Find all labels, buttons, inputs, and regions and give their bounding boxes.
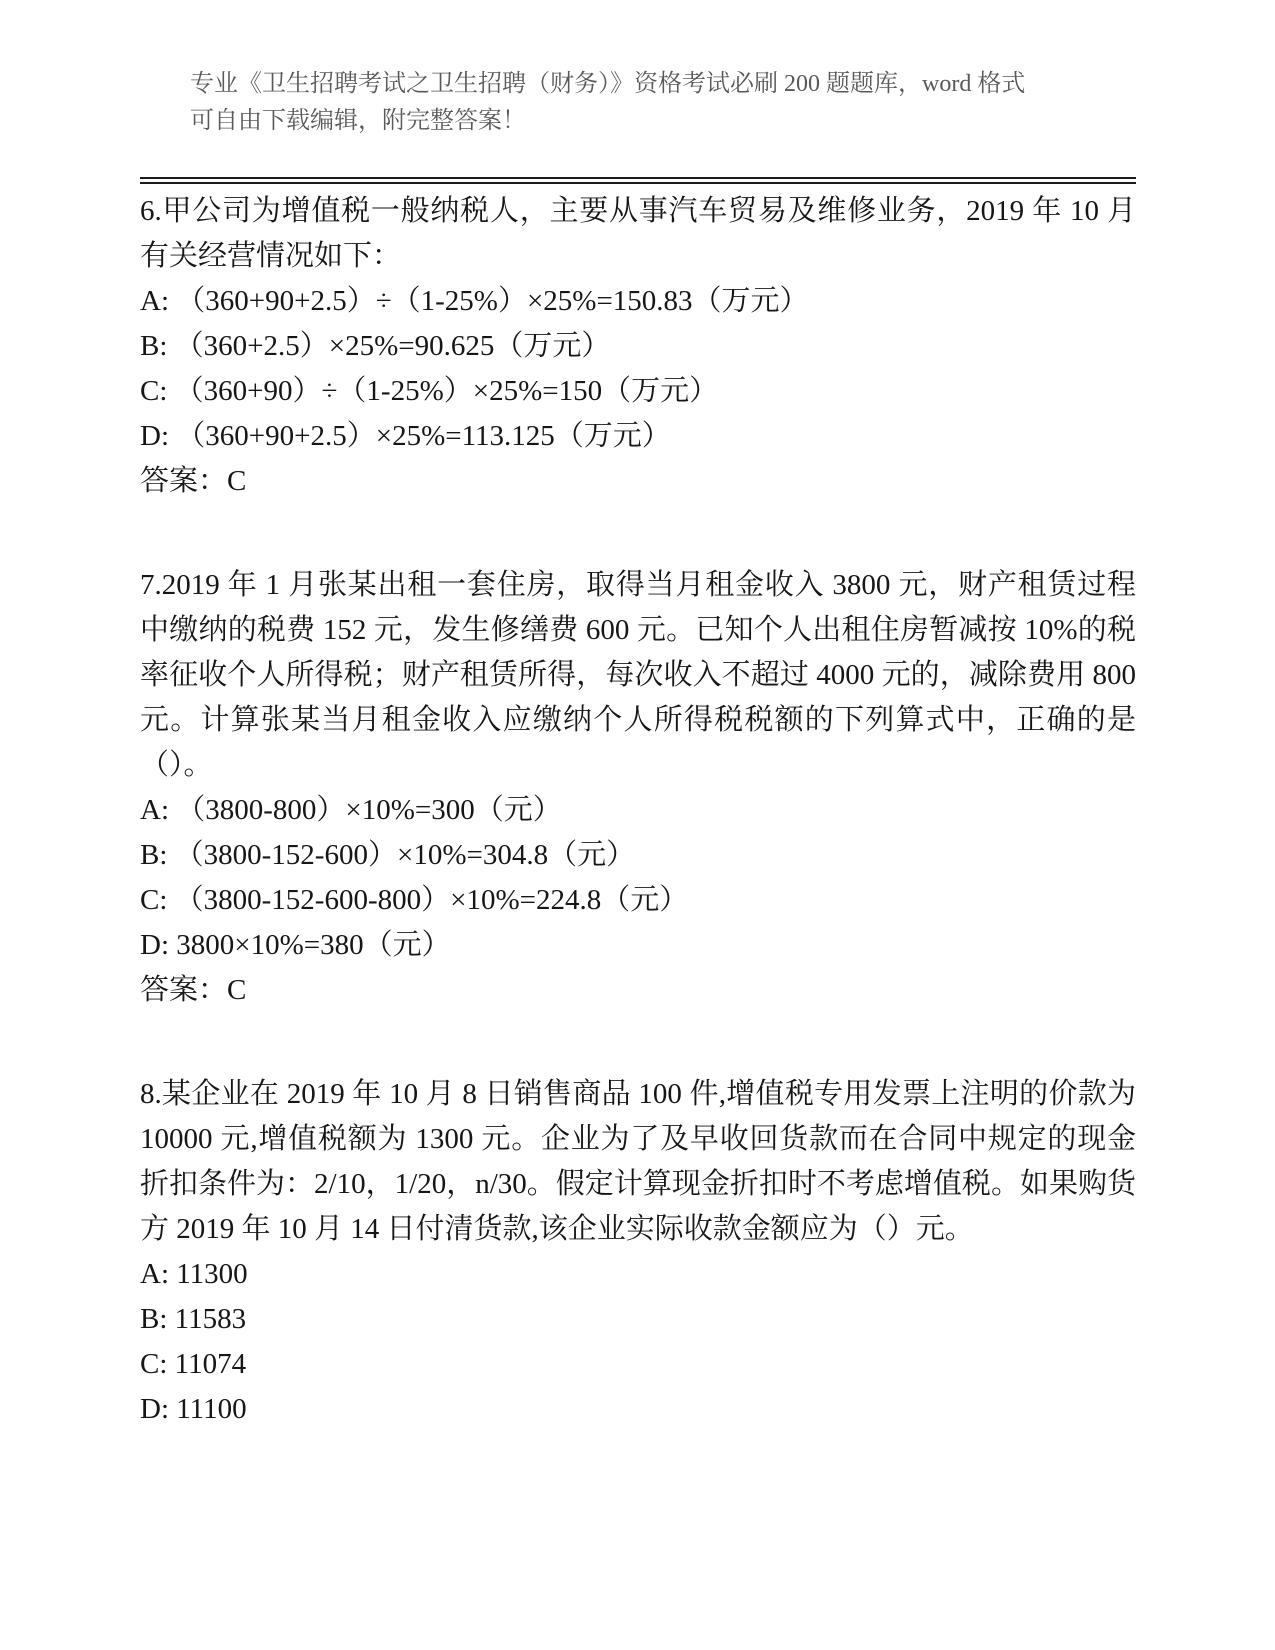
option-d: D: 3800×10%=380（元）	[140, 929, 451, 961]
option-a: A: （3800-800）×10%=300（元）	[140, 794, 562, 826]
question-8	[140, 1072, 1136, 1432]
option-c: C: （3800-152-600-800）×10%=224.8（元）	[140, 884, 689, 916]
question-stem: 6.甲公司为增值税一般纳税人，主要从事汽车贸易及维修业务，2019 年 10 月有关经营情况如下：	[140, 195, 1136, 272]
question-7	[140, 563, 1136, 1013]
option-a: A: （360+90+2.5）÷（1-25%）×25%=150.83（万元）	[140, 285, 809, 317]
option-a: A: 11300	[140, 1258, 248, 1290]
document-body	[140, 189, 1136, 1491]
option-d: D: 11100	[140, 1393, 247, 1425]
option-b: B: （3800-152-600）×10%=304.8（元）	[140, 839, 636, 871]
option-b: B: 11583	[140, 1303, 247, 1335]
answer-row: 答案：C	[140, 465, 247, 497]
option-c: C: 11074	[140, 1348, 247, 1380]
option-b: B: （360+2.5）×25%=90.625（万元）	[140, 330, 611, 362]
page-header	[190, 66, 1140, 140]
question-stem: 8.某企业在 2019 年 10 月 8 日销售商品 100 件,增值税专用发票上注明的价款为 10000 元,增值税额为 1300 元。企业为了及早收回货款而在合同中规定的现金折扣条件为：2/10，1/20，n/30。假定计算现金折扣时不考虑增值税。如果购货方 2019 年 10 月 14 日付清货款,该企业实际收款金额应为（）元。	[140, 1078, 1136, 1245]
option-c: C: （360+90）÷（1-25%）×25%=150（万元）	[140, 375, 719, 407]
header-line-1: 专业《卫生招聘考试之卫生招聘（财务）》资格考试必刷 200 题题库，word 格式	[190, 71, 1026, 97]
question-6	[140, 189, 1136, 504]
question-stem: 7.2019 年 1 月张某出租一套住房，取得当月租金收入 3800 元，财产租赁过程中缴纳的税费 152 元，发生修缮费 600 元。已知个人出租住房暂减按 10%的税率征收个人所得税；财产租赁所得，每次收入不超过 4000 元的，减除费用 800 元。计算张某当月租金收入应缴纳个人所得税税额的下列算式中，正确的是（）。	[140, 569, 1136, 781]
option-d: D: （360+90+2.5）×25%=113.125（万元）	[140, 420, 671, 452]
header-line-2: 可自由下载编辑，附完整答案！	[190, 108, 526, 134]
answer-row: 答案：C	[140, 974, 247, 1006]
header-divider	[140, 177, 1136, 184]
